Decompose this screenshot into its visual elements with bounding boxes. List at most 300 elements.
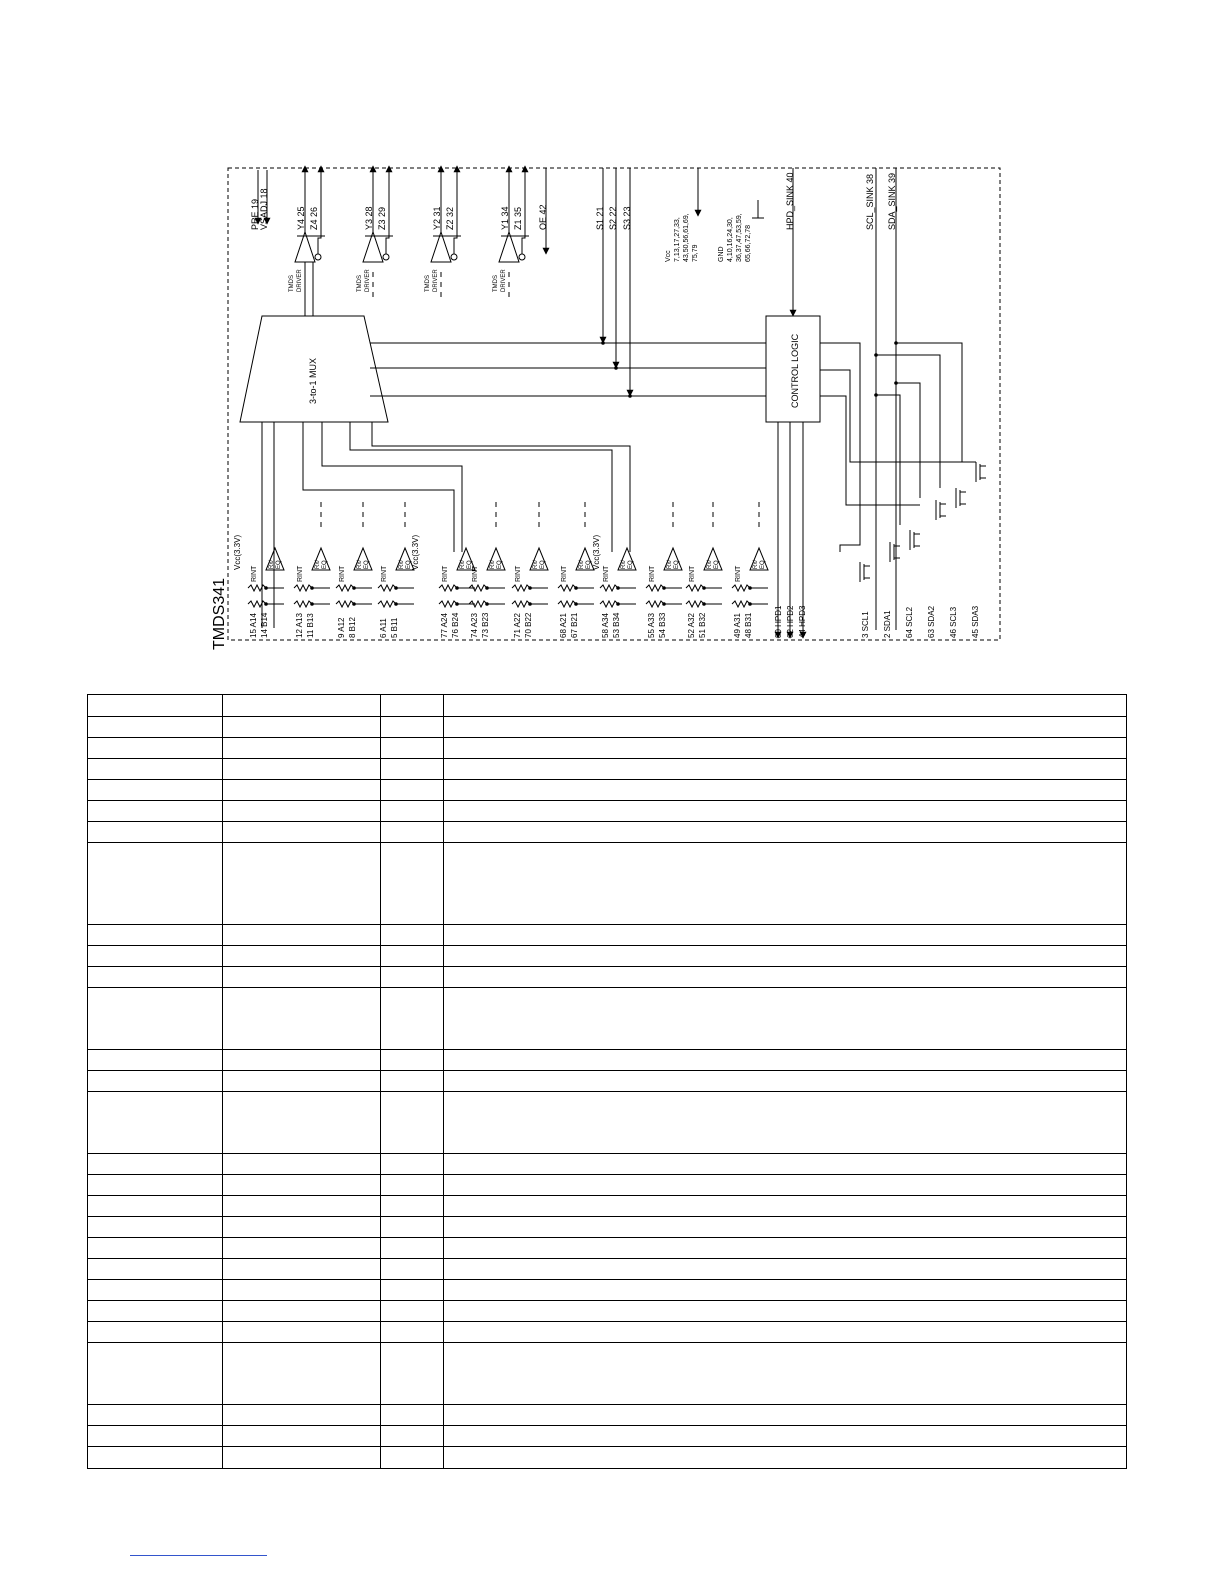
input-pin-label-b: 5 B11 [390,617,399,638]
table-row [88,1050,1127,1071]
table-cell [88,946,223,967]
driver-bubble [315,254,321,260]
rxeq-label: EQ [497,560,503,569]
pin-label-y3: Y3 28 [364,206,374,230]
junction-dot [485,602,489,606]
rint-label: RINT [735,565,742,582]
table-cell [444,1050,1127,1071]
rxeq-label: EQ [628,560,634,569]
rint-label: RINT [603,565,610,582]
termination-resistor [600,601,618,607]
input-pin-label-a: 71 A22 [513,613,522,638]
table-cell [223,759,381,780]
termination-resistor [439,601,457,607]
termination-resistor [336,585,354,591]
termination-resistor [558,585,576,591]
rxeq-label: EQ [674,560,680,569]
vcc-pins-label: 43,50,56,61,69, [683,213,690,262]
table-cell [381,738,444,759]
table-cell [223,738,381,759]
table-row [88,1405,1127,1426]
rint-label: RINT [297,565,304,582]
rint-label: RINT [251,565,258,582]
pin-label-sda_sink: SDA_SINK 39 [887,172,897,230]
gnd-pins-label: 4,10,16,24,30, [727,217,734,262]
vcc-supply-label: Vcc(3.3V) [233,534,242,570]
table-cell [88,1071,223,1092]
table-cell [444,1196,1127,1217]
junction-dot [616,586,620,590]
junction-dot [662,602,666,606]
rxeq-label: EQ [276,560,282,569]
junction-dot [702,586,706,590]
driver-label: TMDS [289,275,295,292]
table-cell [444,1426,1127,1447]
rxeq-label: Rx/ [579,560,585,569]
junction-dot [748,586,752,590]
table-cell [381,967,444,988]
junction-dot [394,586,398,590]
table-cell [444,925,1127,946]
termination-resistor [336,601,354,607]
rint-label: RINT [649,565,656,582]
vcc-pins-label: Vcc [665,250,672,262]
rxeq-label: EQ [406,560,412,569]
vcc-pins-label: 75,79 [692,244,699,262]
table-cell [381,695,444,717]
table-cell [88,1426,223,1447]
ddc-pin-label: 46 SCL3 [949,606,958,638]
driver-bubble [451,254,457,260]
table-cell [444,1217,1127,1238]
table-cell [223,1217,381,1238]
table-cell [444,1301,1127,1322]
junction-dot [310,602,314,606]
table-cell [444,1259,1127,1280]
table-cell [223,1154,381,1175]
functional-block-diagram [200,150,1020,660]
pin-label-y2: Y2 31 [432,206,442,230]
table-cell [223,1447,381,1469]
pin-label-scl_sink: SCL_SINK 38 [865,173,875,230]
gnd-pins-label: 36,37,47,53,59, [736,213,743,262]
termination-resistor [646,601,664,607]
rxeq-label: EQ [760,560,766,569]
termination-resistor [512,585,530,591]
table-cell [444,695,1127,717]
table-cell [444,780,1127,801]
table-cell [444,1154,1127,1175]
pin-label-vsadj: VSADJ 18 [259,188,269,230]
table-cell [223,1259,381,1280]
table-row [88,1259,1127,1280]
rint-label: RINT [689,565,696,582]
table-cell [88,738,223,759]
table-cell [88,759,223,780]
table-cell [381,1175,444,1196]
ddc-pin-label: 64 SCL2 [905,606,914,638]
rint-label: RINT [561,565,568,582]
input-pin-label-b: 14 B14 [260,612,269,638]
pin-label-z4: Z4 26 [309,206,319,230]
table-cell [381,946,444,967]
table-cell [88,988,223,1050]
rxeq-label: EQ [467,560,473,569]
table-cell [444,988,1127,1050]
rxeq-label: EQ [364,560,370,569]
table-cell [444,1175,1127,1196]
table-cell [381,1343,444,1405]
table-row [88,925,1127,946]
table-row [88,1071,1127,1092]
termination-resistor [686,601,704,607]
table-cell [223,801,381,822]
junction-dot [616,602,620,606]
vcc-supply-label: Vcc(3.3V) [411,534,420,570]
driver-label: TMDS [425,275,431,292]
pin-label-y4: Y4 25 [296,206,306,230]
table-cell [88,1322,223,1343]
hpd-pin-label: 80 HPD1 [774,605,783,638]
termination-resistor [248,585,266,591]
table-row [88,1092,1127,1154]
table-cell [444,1071,1127,1092]
table-cell [223,1322,381,1343]
table-row [88,738,1127,759]
termination-resistor [294,585,312,591]
junction-dot [601,341,605,345]
driver-label: DRIVER [365,269,371,292]
table-row [88,1322,1127,1343]
table-cell [223,1426,381,1447]
table-row [88,1175,1127,1196]
junction-dot [528,586,532,590]
table-cell [88,1301,223,1322]
table-row [88,967,1127,988]
mux-input-wire [322,422,462,552]
driver-label: DRIVER [433,269,439,292]
junction-dot [528,602,532,606]
table-cell [223,967,381,988]
table-cell [223,843,381,925]
table-row [88,1447,1127,1469]
junction-dot [264,602,268,606]
termination-resistor [732,585,750,591]
gnd-pins-label: GND [718,246,725,262]
termination-resistor [512,601,530,607]
table-cell [223,988,381,1050]
rint-label: RINT [339,565,346,582]
input-pin-label-a: 74 A23 [470,613,479,638]
rxeq-label: EQ [322,560,328,569]
table-cell [88,1280,223,1301]
table-row [88,843,1127,925]
table-row [88,946,1127,967]
junction-dot [352,602,356,606]
rxeq-label: Rx/ [460,560,466,569]
table-row [88,1280,1127,1301]
table-cell [381,1217,444,1238]
termination-resistor [558,601,576,607]
pin-label-s3: S3 23 [622,206,632,230]
junction-dot [485,586,489,590]
table-row [88,759,1127,780]
hpd-pin-label: 44 HPD3 [798,605,807,638]
junction-dot [614,366,618,370]
input-pin-label-a: 12 A13 [295,613,304,638]
pin-label-s1: S1 21 [595,206,605,230]
vcc-supply-label: Vcc(3.3V) [592,534,601,570]
termination-resistor [646,585,664,591]
table-cell [88,1050,223,1071]
input-pin-label-b: 67 B21 [570,612,579,638]
table-cell [88,822,223,843]
table-cell [381,1154,444,1175]
junction-dot [455,586,459,590]
table-cell [381,1238,444,1259]
input-pin-label-a: 55 A33 [647,613,656,638]
input-pin-label-a: 52 A32 [687,613,696,638]
rint-label: RINT [472,565,479,582]
ddc-pin-label: 45 SDA3 [971,605,980,638]
input-pin-label-a: 15 A14 [249,613,258,638]
pin-label-z2: Z2 32 [445,206,455,230]
table-cell [381,1092,444,1154]
table-cell [444,1447,1127,1469]
junction-dot [628,394,632,398]
table-row [88,1343,1127,1405]
driver-label: TMDS [357,275,363,292]
table-cell [88,1238,223,1259]
rxeq-label: Rx/ [621,560,627,569]
table-cell [223,695,381,717]
driver-bubble [519,254,525,260]
rxeq-label: Rx/ [667,560,673,569]
input-pin-label-b: 73 B23 [481,612,490,638]
pin-label-s2: S2 22 [608,206,618,230]
table-cell [381,1322,444,1343]
rxeq-label: Rx/ [753,560,759,569]
rxeq-label: Rx/ [399,560,405,569]
table-cell [88,1175,223,1196]
table-cell [381,717,444,738]
table-cell [88,1343,223,1405]
footer-link-underline [130,1555,267,1556]
input-pin-label-b: 51 B32 [698,612,707,638]
table-cell [223,1071,381,1092]
table-cell [444,843,1127,925]
table-cell [223,1050,381,1071]
table-cell [88,1154,223,1175]
pin-label-z1: Z1 35 [513,206,523,230]
table-cell [88,801,223,822]
rxeq-label: Rx/ [269,560,275,569]
table-cell [444,801,1127,822]
termination-resistor [686,585,704,591]
table-cell [444,946,1127,967]
junction-dot [352,586,356,590]
table-cell [381,1301,444,1322]
input-pin-label-b: 76 B24 [451,612,460,638]
table-cell [381,1405,444,1426]
table-cell [381,759,444,780]
table-cell [444,1092,1127,1154]
pin-label-hpd_sink: HPD_SINK 40 [785,172,795,230]
table-cell [88,1196,223,1217]
table-row [88,717,1127,738]
table-cell [381,822,444,843]
junction-dot [702,602,706,606]
table-cell [88,1259,223,1280]
table-cell [223,1196,381,1217]
pin-label-y1: Y1 34 [500,206,510,230]
table-cell [223,1301,381,1322]
table-row [88,822,1127,843]
table-cell [444,1280,1127,1301]
ddc-pin-label: 2 SDA1 [883,610,892,638]
table-cell [381,1259,444,1280]
pin-label-oe: OE 42 [538,204,548,230]
driver-label: DRIVER [297,269,303,292]
hpd-pin-label: 62 HPD2 [786,605,795,638]
sink-bus [876,355,940,488]
rxeq-label: Rx/ [707,560,713,569]
rxeq-label: Rx/ [357,560,363,569]
junction-dot [310,586,314,590]
rxeq-label: Rx/ [533,560,539,569]
table-cell [223,717,381,738]
table-row [88,1154,1127,1175]
input-pin-label-a: 49 A31 [733,613,742,638]
input-pin-label-a: 58 A34 [601,613,610,638]
table-cell [444,738,1127,759]
table-cell [223,1175,381,1196]
junction-dot [574,602,578,606]
device-title: TMDS341 [211,577,228,650]
table-cell [381,801,444,822]
rxeq-label: EQ [714,560,720,569]
table-cell [381,843,444,925]
termination-resistor [378,601,396,607]
table-cell [223,1238,381,1259]
table-row [88,1301,1127,1322]
table-cell [381,1071,444,1092]
termination-resistor [600,585,618,591]
input-pin-label-b: 53 B34 [612,612,621,638]
ddc-pin-label: 3 SCL1 [861,611,870,638]
table-cell [88,925,223,946]
junction-dot [394,602,398,606]
driver-label: TMDS [493,275,499,292]
table-cell [381,1050,444,1071]
table-cell [88,1405,223,1426]
table-cell [444,1238,1127,1259]
table-cell [381,1196,444,1217]
table-row [88,695,1127,717]
termination-resistor [294,601,312,607]
rxeq-label: EQ [540,560,546,569]
vcc-pins-label: 7,13,17,27,33, [674,217,681,262]
input-pin-label-a: 68 A21 [559,613,568,638]
mux-label: 3-to-1 MUX [308,357,318,404]
table-cell [223,946,381,967]
table-cell [444,1322,1127,1343]
rxeq-label: EQ [586,560,592,569]
junction-dot [455,602,459,606]
rxeq-label: Rx/ [490,560,496,569]
table-cell [381,988,444,1050]
table-cell [381,925,444,946]
input-pin-label-b: 48 B31 [744,612,753,638]
termination-resistor [439,585,457,591]
junction-dot [662,586,666,590]
ctrl-to-fet [820,396,920,505]
input-pin-label-b: 8 B12 [348,617,357,638]
table-cell [223,780,381,801]
input-pin-label-b: 11 B13 [306,613,315,638]
table-cell [444,1405,1127,1426]
table-cell [88,843,223,925]
table-cell [223,1405,381,1426]
table-cell [444,717,1127,738]
pin-label-z3: Z3 29 [377,206,387,230]
junction-dot [748,602,752,606]
input-pin-label-a: 77 A24 [440,613,449,638]
termination-resistor [378,585,396,591]
input-pin-label-a: 6 A11 [379,618,388,638]
input-pin-label-b: 70 B22 [524,612,533,638]
pin-function-table [87,694,1127,1469]
ctrl-to-fet [820,343,860,552]
table-row [88,1426,1127,1447]
rint-label: RINT [381,565,388,582]
table-cell [88,780,223,801]
table-cell [381,780,444,801]
table-cell [88,1092,223,1154]
table-row [88,801,1127,822]
table-cell [381,1426,444,1447]
mux-input-wire [372,422,630,552]
sink-bus [896,343,976,462]
rint-label: RINT [442,565,449,582]
table-cell [444,822,1127,843]
table-cell [444,967,1127,988]
driver-label: DRIVER [501,269,507,292]
mux-input-wire [350,422,612,552]
driver-bubble [383,254,389,260]
table-cell [223,925,381,946]
pin-label-pre: PRE 19 [250,198,260,230]
table-row [88,1238,1127,1259]
table-row [88,1196,1127,1217]
termination-resistor [732,601,750,607]
mux-input-wire [303,422,454,552]
table-cell [88,717,223,738]
table-cell [88,1447,223,1469]
table-cell [223,1343,381,1405]
gnd-pins-label: 65,66,72,78 [745,225,752,262]
table-cell [381,1280,444,1301]
input-pin-label-b: 54 B33 [658,612,667,638]
ddc-pin-label: 63 SDA2 [927,605,936,638]
control-logic-label: CONTROL LOGIC [790,333,800,408]
table-cell [88,1217,223,1238]
table-row [88,780,1127,801]
junction-dot [264,586,268,590]
input-pin-label-a: 9 A12 [337,617,346,638]
termination-resistor [248,601,266,607]
table-cell [381,1447,444,1469]
